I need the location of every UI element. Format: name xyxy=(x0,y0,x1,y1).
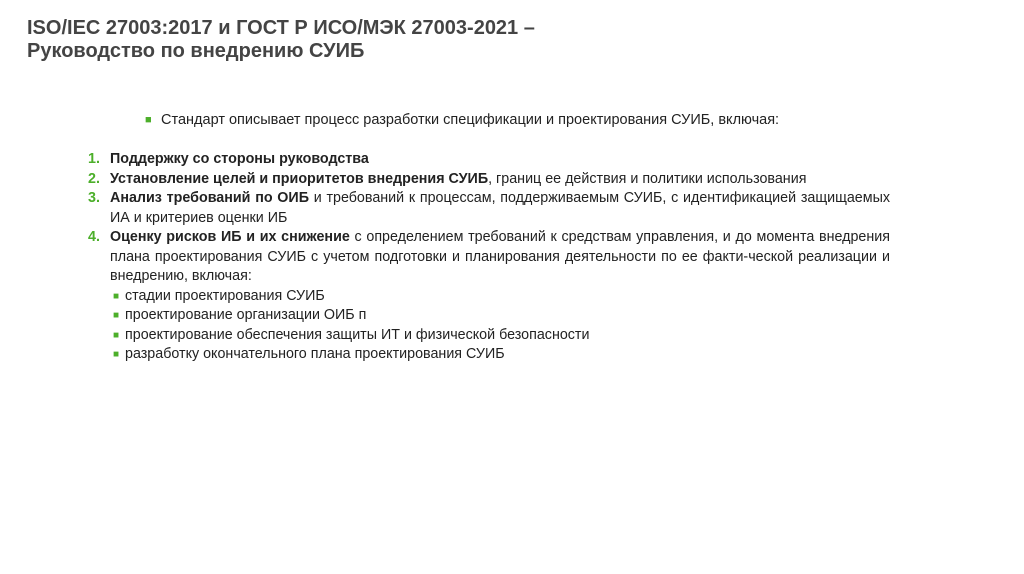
sub-list-item xyxy=(113,306,890,326)
list-number: 3. xyxy=(88,190,100,206)
square-bullet-icon: ■ xyxy=(113,329,120,341)
square-bullet-icon: ■ xyxy=(113,290,120,302)
sub-list-item-text: проектирование организации ОИБ п xyxy=(125,307,367,323)
list-item xyxy=(88,170,890,190)
list-number: 2. xyxy=(88,170,100,187)
sub-list-item-text: разработку окончательного плана проектирования СУИБ xyxy=(125,346,505,362)
sub-list xyxy=(110,287,890,365)
list-item xyxy=(88,150,890,170)
sub-list-item-text: стадии проектирования СУИБ xyxy=(125,287,325,304)
sub-list-item xyxy=(113,326,890,346)
list-number: 4. xyxy=(88,229,100,245)
slide-title-line-1: ISO/IEC 27003:2017 и ГОСТ Р ИСО/МЭК 27003-2021 – xyxy=(27,17,535,39)
list-item-bold: Анализ требований по ОИБ xyxy=(110,190,309,206)
sub-list-item xyxy=(113,345,890,365)
list-item-bold: Установление целей и приоритетов внедрения СУИБ xyxy=(110,170,489,187)
intro-text: Стандарт описывает процесс разработки спецификации и проектирования СУИБ, включая: xyxy=(161,112,780,128)
list-item-bold: Оценку рисков ИБ и их снижение xyxy=(110,229,350,245)
list-number: 1. xyxy=(88,151,100,167)
list-item xyxy=(88,228,890,365)
numbered-list xyxy=(88,150,890,365)
list-item-text: и требований к процессам, поддерживаемым СУИБ, с идентификацией защищаемых ИА и критериев оценки ИБ xyxy=(110,190,890,226)
square-bullet-icon: ■ xyxy=(145,114,152,126)
sub-list-item-text: проектирование обеспечения защиты ИТ и физической безопасности xyxy=(125,326,590,343)
list-item xyxy=(88,189,890,228)
list-item-text: с определением требований к средствам управления, и до момента внедрения плана проектирования СУИБ с учетом подготовки и планирования деятельности по ее факти-ческой реализации и внедрению, включая: xyxy=(110,229,890,284)
slide-title xyxy=(27,17,535,63)
sub-list-item xyxy=(113,287,890,307)
intro-paragraph xyxy=(145,112,779,128)
slide-title-line-2: Руководство по внедрению СУИБ xyxy=(27,40,365,62)
list-item-bold: Поддержку со стороны руководства xyxy=(110,151,369,167)
square-bullet-icon: ■ xyxy=(113,349,120,360)
list-item-text: , границ ее действия и политики использования xyxy=(488,170,807,187)
square-bullet-icon: ■ xyxy=(113,310,120,321)
